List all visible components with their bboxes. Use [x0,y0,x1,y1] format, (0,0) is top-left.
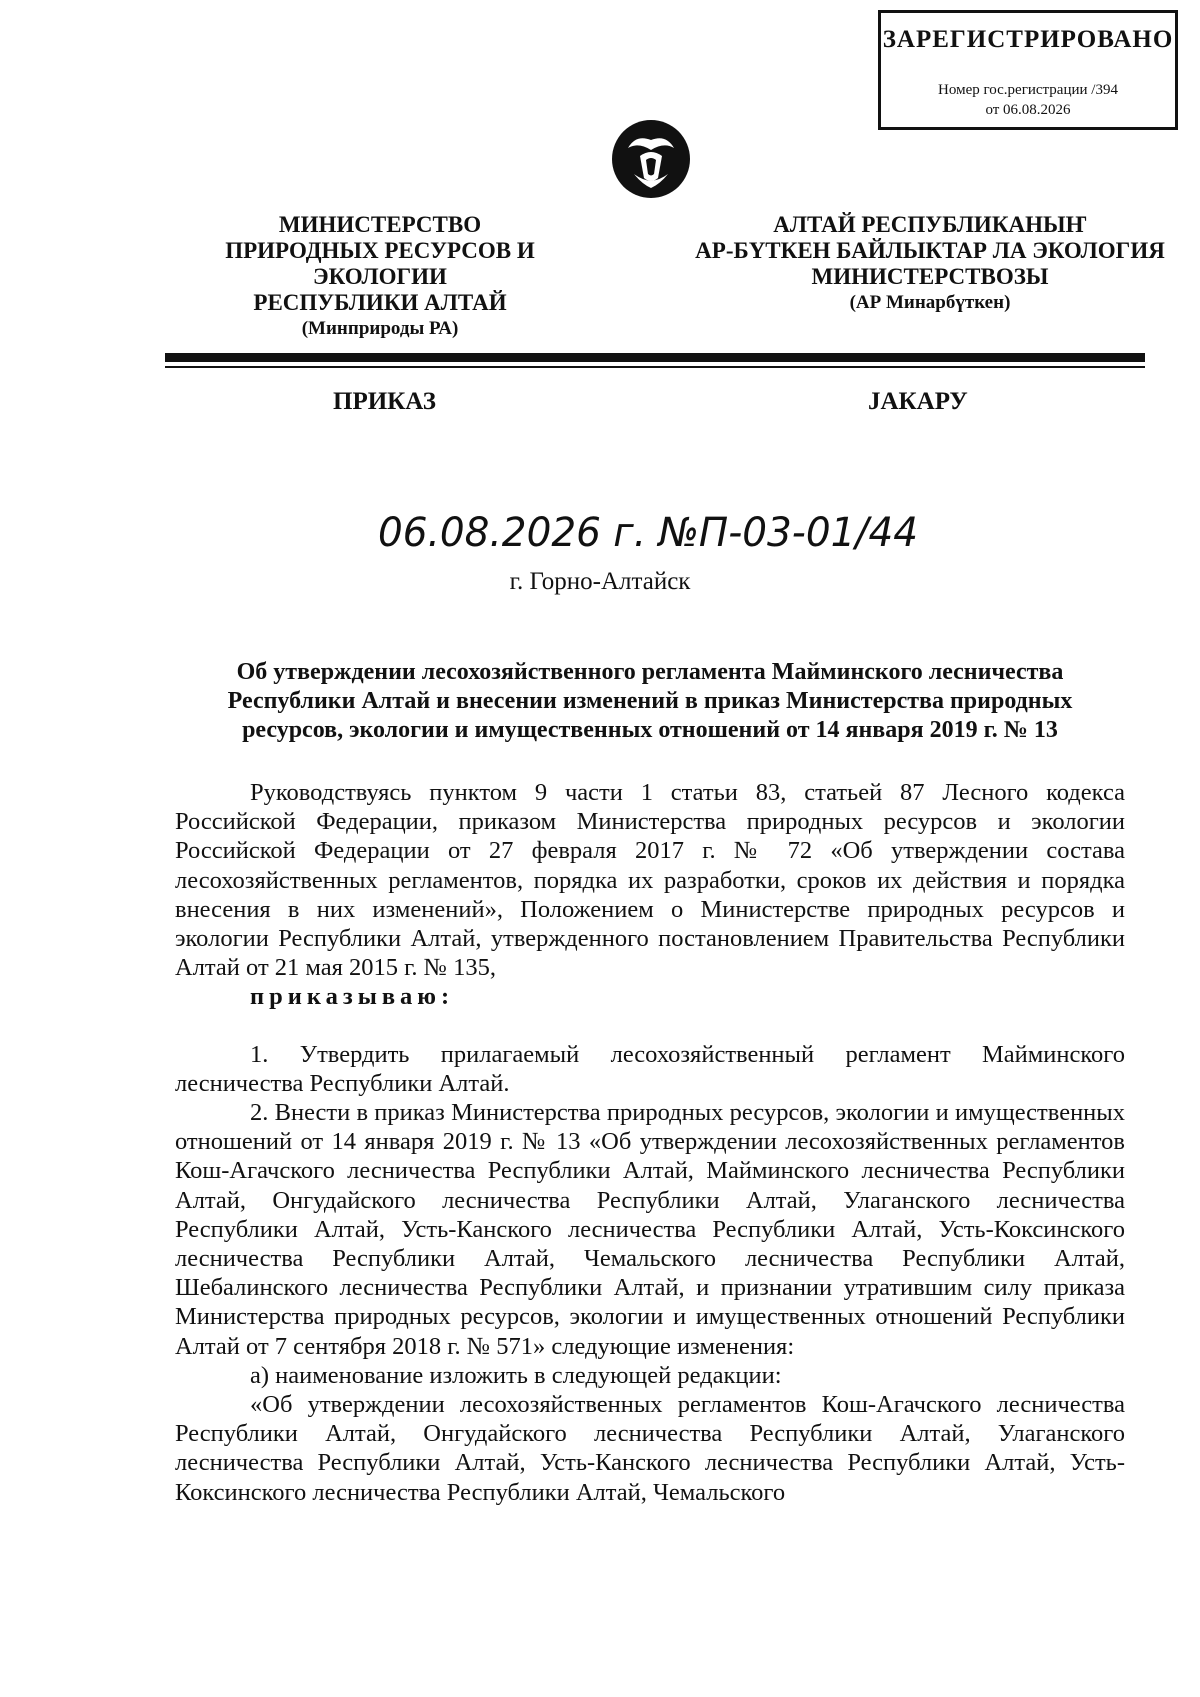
title-line-2: Республики Алтай и внесении изменений в приказ Министерства природных [227,688,1073,714]
item-2-line: лесохозяйственных регламентов Кош-Агачского лесничества Республики Алтай, [175,1128,1125,1185]
city-line: г. Горно-Алтайск [509,568,691,595]
item-1-line: лесничества Республики Алтай. [175,1069,510,1097]
item-2-line: Чемальского лесничества Республики Алтай, Шебалинского лесничества [175,1245,1125,1302]
item-2-line: имущественных отношений от 14 января 2019 г. № 13 «Об утверждении [175,1099,1125,1156]
handwritten-ref-text: 06.08.2026 г. №П-03-01/44 [378,510,918,556]
handwritten-date-number [368,500,928,560]
item-2a-line: «Об утверждении лесохозяйственных регламентов Кош-Агачского [250,1391,997,1419]
republic-emblem-icon [610,118,692,200]
header-divider-thick [165,353,1145,362]
ministry-alt-line-2: АР-БҮТКЕН БАЙЛЫКТАР ЛА ЭКОЛОГИЯ [695,238,1165,263]
ministry-ru-line-1: МИНИСТЕРСТВО [278,212,482,237]
item-2a-line: Республики Алтай, Усть-Коксинского лесничества Республики Алтай, Чемальского [175,1449,1125,1506]
order-verb: приказываю: [250,983,455,1011]
ministry-alt-abbr: (АР Минарбүткен) [849,292,1011,313]
preamble [175,778,1125,982]
ministry-name-alt [690,212,1170,316]
item-2-line: 2. Внести в приказ Министерства природных ресурсов, экологии и [250,1099,955,1127]
registration-date: от 06.08.2026 [985,102,1071,118]
preamble-line: Российской Федерации, приказом Министерства природных ресурсов и экологии [175,808,1125,836]
item-1 [175,1040,1125,1098]
title-line-3: ресурсов, экологии и имущественных отношений от 14 января 2019 г. № 13 [242,717,1058,743]
order-word-alt: JАКАРУ [868,388,968,415]
preamble-line: Правительства Республики Алтай от 21 мая 2015 г. № 135, [175,925,1125,982]
order-body [175,778,1125,1507]
ministry-ru-abbr: (Минприроды РА) [301,318,459,339]
ministry-name-ru [160,212,600,342]
preamble-line: ресурсов и экологии Республики Алтай, утвержденного постановлением [175,895,1125,953]
ministry-alt-line-3: МИНИСТЕРСТВОЗЫ [811,264,1049,289]
item-2 [175,1098,1125,1361]
ministry-ru-line-3: РЕСПУБЛИКИ АЛТАЙ [253,290,507,315]
item-2-line: Республики Алтай, Улаганского лесничества Республики Алтай, Усть-Канского [175,1186,1125,1243]
preamble-line: порядка внесения в них изменений», Положением о Министерстве природных [175,866,1125,923]
item-2-line: Майминского лесничества Республики Алтай, Онгудайского лесничества [175,1157,1125,1214]
item-2a-line: лесничества Республики Алтай, Онгудайского лесничества Республики Алтай, [175,1391,1125,1448]
item-1-line: 1. Утвердить прилагаемый лесохозяйственный регламент Майминского [250,1040,1125,1068]
order-word-ru: ПРИКАЗ [333,388,436,415]
item-2-line: природных ресурсов, экологии и имущественных отношений Республики Алтай от [175,1303,1126,1360]
ministry-alt-line-1: АЛТАЙ РЕСПУБЛИКАНЫҤ [773,212,1087,237]
registration-stamp [878,10,1178,130]
item-2-line: лесничества Республики Алтай, Усть-Коксинского лесничества Республики Алтай, [175,1215,1125,1273]
item-2-line: 7 сентября 2018 г. № 571» следующие изменения: [274,1332,795,1360]
item-2a: а) наименование изложить в следующей редакции: [250,1361,782,1389]
registration-title: ЗАРЕГИСТРИРОВАНО [882,26,1174,53]
preamble-line: Руководствуясь пунктом 9 части 1 статьи 83, статьей 87 Лесного кодекса [250,779,1125,806]
preamble-line: Российской Федерации от 27 февраля 2017 г. № 72 «Об утверждении состава [175,837,1125,865]
header-divider-thin [165,366,1145,368]
item-2-line: Республики Алтай, и признании утратившим силу приказа Министерства [175,1274,1125,1331]
preamble-line: лесохозяйственных регламентов, порядка их разработки, сроков их действия и [175,866,1042,894]
item-2a-line: Улаганского лесничества Республики Алтай, Усть-Канского лесничества [175,1420,1125,1477]
registration-number: Номер гос.регистрации /394 [938,82,1118,98]
order-title [175,658,1125,745]
title-line-1: Об утверждении лесохозяйственного регламента Майминского лесничества [236,659,1064,685]
item-2a-text [175,1390,1125,1507]
ministry-ru-line-2: ПРИРОДНЫХ РЕСУРСОВ И ЭКОЛОГИИ [225,238,535,289]
